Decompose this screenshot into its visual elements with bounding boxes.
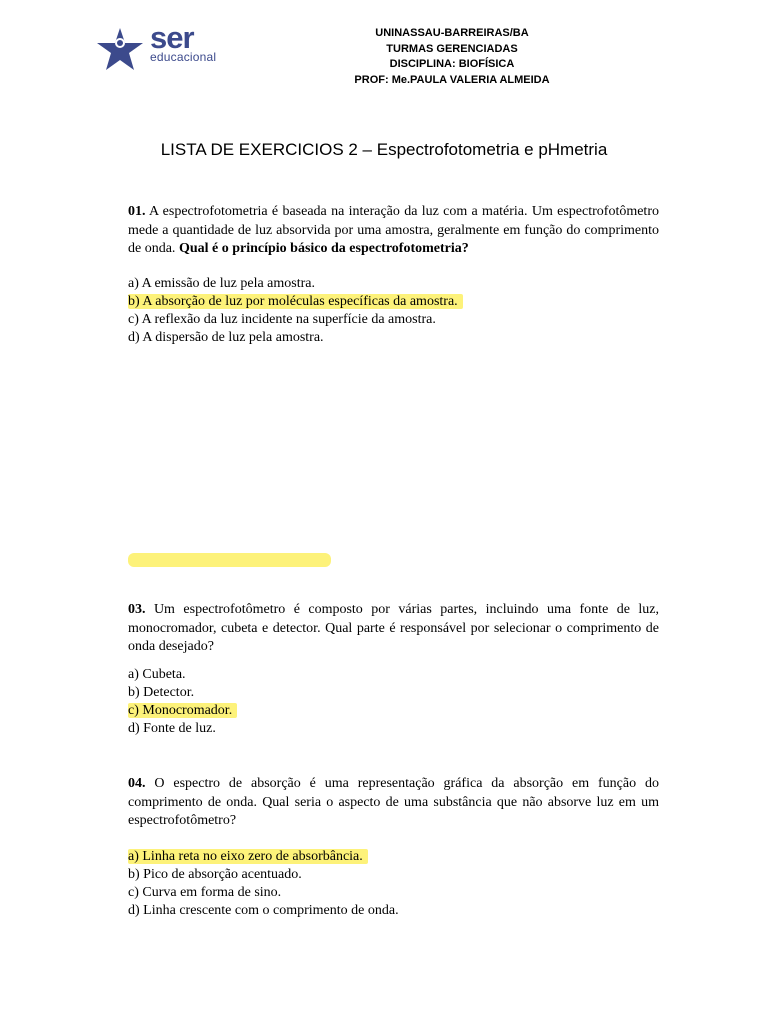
question-03-option-b: b) Detector.	[128, 685, 195, 700]
header-institution: UNINASSAU-BARREIRAS/BA	[375, 27, 529, 39]
question-01-option-d: d) A dispersão de luz pela amostra.	[128, 330, 324, 345]
star-person-icon	[92, 26, 148, 76]
question-01-body: A espectrofotometria é baseada na interação da luz com a matéria. Um espectrofotômetro mede a quantidade de luz absorvida por uma amostra, geralmente em função do comprimento de onda.	[128, 204, 659, 256]
question-03-option-c	[128, 702, 237, 720]
document-header	[300, 26, 604, 88]
header-classes: TURMAS GERENCIADAS	[386, 42, 518, 55]
question-03-option-a: a) Cubeta.	[128, 667, 186, 682]
logo-subtitle: educacional	[150, 50, 217, 64]
question-03-number: 03.	[128, 602, 146, 617]
question-01-number: 01.	[128, 204, 146, 219]
question-04-option-a-highlight: a) Linha reta no eixo zero de absorbância.	[128, 849, 368, 864]
question-01-text	[128, 203, 659, 259]
question-04-body: O espectro de absorção é uma representação gráfica da absorção em função do comprimento de onda. Qual seria o aspecto de uma substância que não absorve luz em um espectrofotômetro?	[128, 776, 659, 828]
question-01-option-a: a) A emissão de luz pela amostra.	[128, 276, 315, 291]
question-03-body: Um espectrofotômetro é composto por várias partes, incluindo uma fonte de luz, monocromador, cubeta e detector. Qual parte é responsável por selecionar o comprimento de onda desejado?	[128, 602, 659, 654]
question-01-prompt: Qual é o princípio básico da espectrofotometria?	[178, 241, 469, 256]
highlight-mark	[128, 553, 331, 567]
page-title: LISTA DE EXERCICIOS 2 – Espectrofotometria e pHmetria	[160, 140, 608, 159]
header-professor: PROF: Me.PAULA VALERIA ALMEIDA	[354, 73, 550, 86]
question-04-option-a	[128, 848, 368, 866]
question-01-option-b	[128, 293, 463, 311]
question-01-option-b-highlight: b) A absorção de luz por moléculas específicas da amostra.	[128, 294, 463, 309]
header-discipline: DISCIPLINA: BIOFÍSICA	[389, 58, 515, 70]
question-04-option-c: c) Curva em forma de sino.	[128, 885, 282, 900]
question-01-option-c: c) A reflexão da luz incidente na superfície da amostra.	[128, 312, 436, 327]
question-03-option-c-highlight: c) Monocromador.	[128, 703, 237, 718]
question-04-text	[128, 775, 659, 831]
ser-educacional-logo	[92, 20, 222, 76]
question-04-number: 04.	[128, 776, 146, 791]
question-04-option-d: d) Linha crescente com o comprimento de onda.	[128, 903, 399, 918]
question-04-option-b: b) Pico de absorção acentuado.	[128, 867, 302, 882]
question-03-text	[128, 601, 659, 657]
question-03-option-d: d) Fonte de luz.	[128, 721, 216, 736]
logo-brand: ser	[150, 20, 194, 55]
